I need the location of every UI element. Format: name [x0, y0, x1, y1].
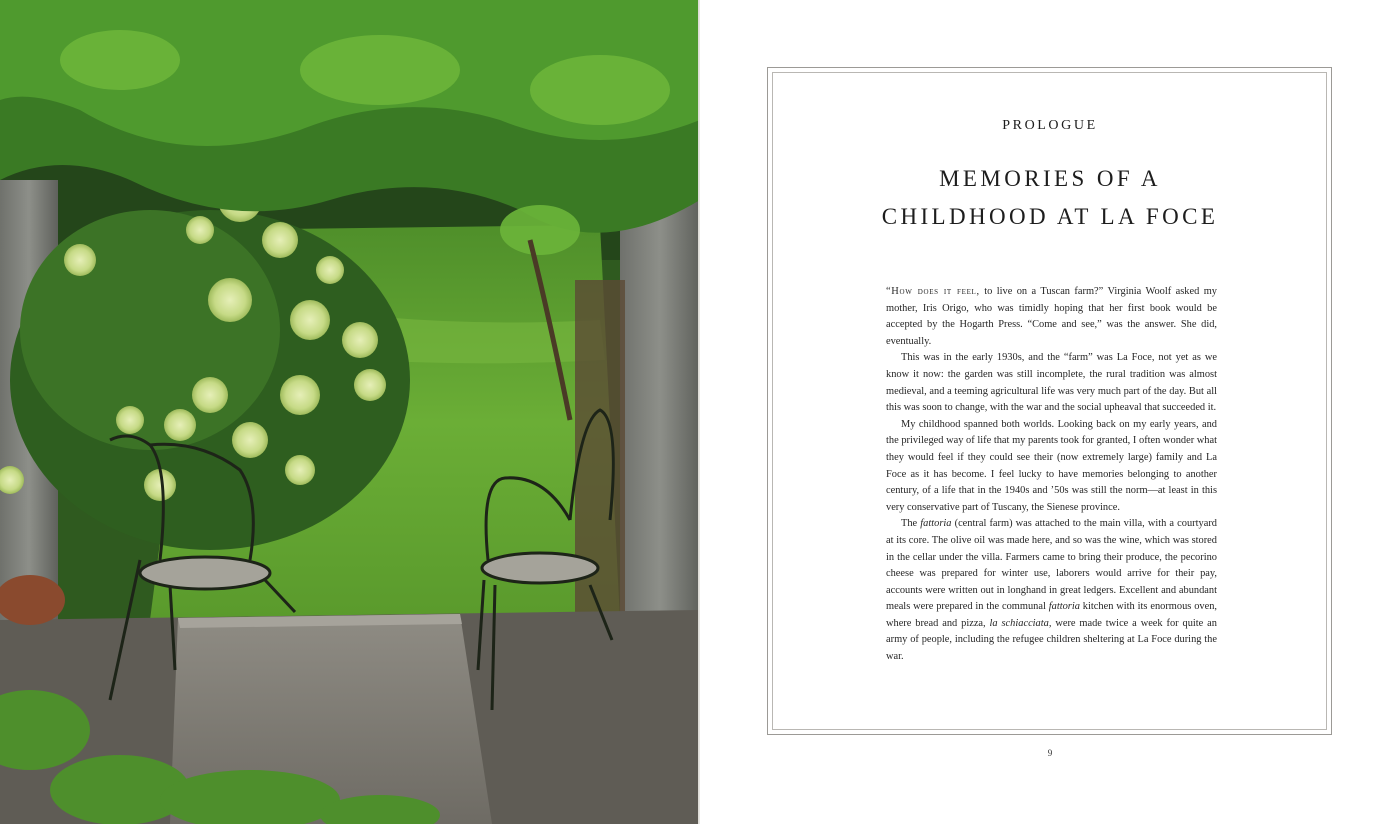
page-number: 9	[1047, 748, 1053, 758]
prologue-body	[886, 284, 1217, 666]
paragraph-4-text-a: The	[901, 518, 921, 530]
paragraph-1	[886, 284, 1217, 350]
paragraph-1-text: to live on a Tuscan farm?” Virginia Woolf asked my mother, Iris Origo, who was timidly hoping that her first book would be accepted by the Hogarth Press. “Come and see,” was the answer. She did, eventually.	[886, 286, 1217, 347]
chapter-title	[700, 160, 1400, 236]
paragraph-4-text-c: (central farm) was attached to the main villa, with a courtyard at its core. The olive oil was made here, and so was the wine, which was stored in the cellar under the villa. Farmers came to bring their produce, the pecorino cheese was prepared for winter use, laborers would arrive for their pay, accounts were written out in longhand in great ledgers. Excellent and abundant meals were prepared in the communal	[886, 518, 1217, 613]
lead-in-small-caps: “How does it feel,	[886, 286, 980, 297]
text-page	[700, 0, 1400, 824]
paragraph-4	[886, 516, 1217, 665]
italic-term-schiacciata: la schiacciata,	[989, 617, 1052, 629]
paragraph-3: My childhood spanned both worlds. Looking back on my early years, and the privileged way of life that my parents took for granted, I often wonder what they would feel if they could see their (now extremely large) family and La Foce as it has become. I feel lucky to have memories belonging to another century, of a life that in the 1940s and ’50s was still the norm—at least in this very conservative part of Tuscany, the Sienese province.	[886, 418, 1217, 513]
paragraph-4-text-e: kitchen with its enormous oven, where bread and pizza,	[886, 601, 1217, 629]
chapter-kicker: PROLOGUE	[1002, 118, 1098, 133]
italic-term-fattoria: fattoria	[920, 518, 952, 530]
paragraph-4-text-g: were made twice a week for quite an army of people, including the refugee children sheltering at La Foce during the war.	[886, 617, 1217, 663]
italic-term-fattoria-2: fattoria	[1048, 601, 1080, 613]
chapter-title-line-2: CHILDHOOD AT LA FOCE	[881, 204, 1219, 229]
paragraph-2: This was in the early 1930s, and the “farm” was La Foce, not yet as we know it now: the garden was still incomplete, the rural tradition was almost medieval, and a teeming agricultural life was very much part of the day. But all this was soon to change, with the war and the social upheaval that succeeded it.	[886, 352, 1217, 414]
chapter-title-line-1: MEMORIES OF A	[939, 166, 1161, 191]
